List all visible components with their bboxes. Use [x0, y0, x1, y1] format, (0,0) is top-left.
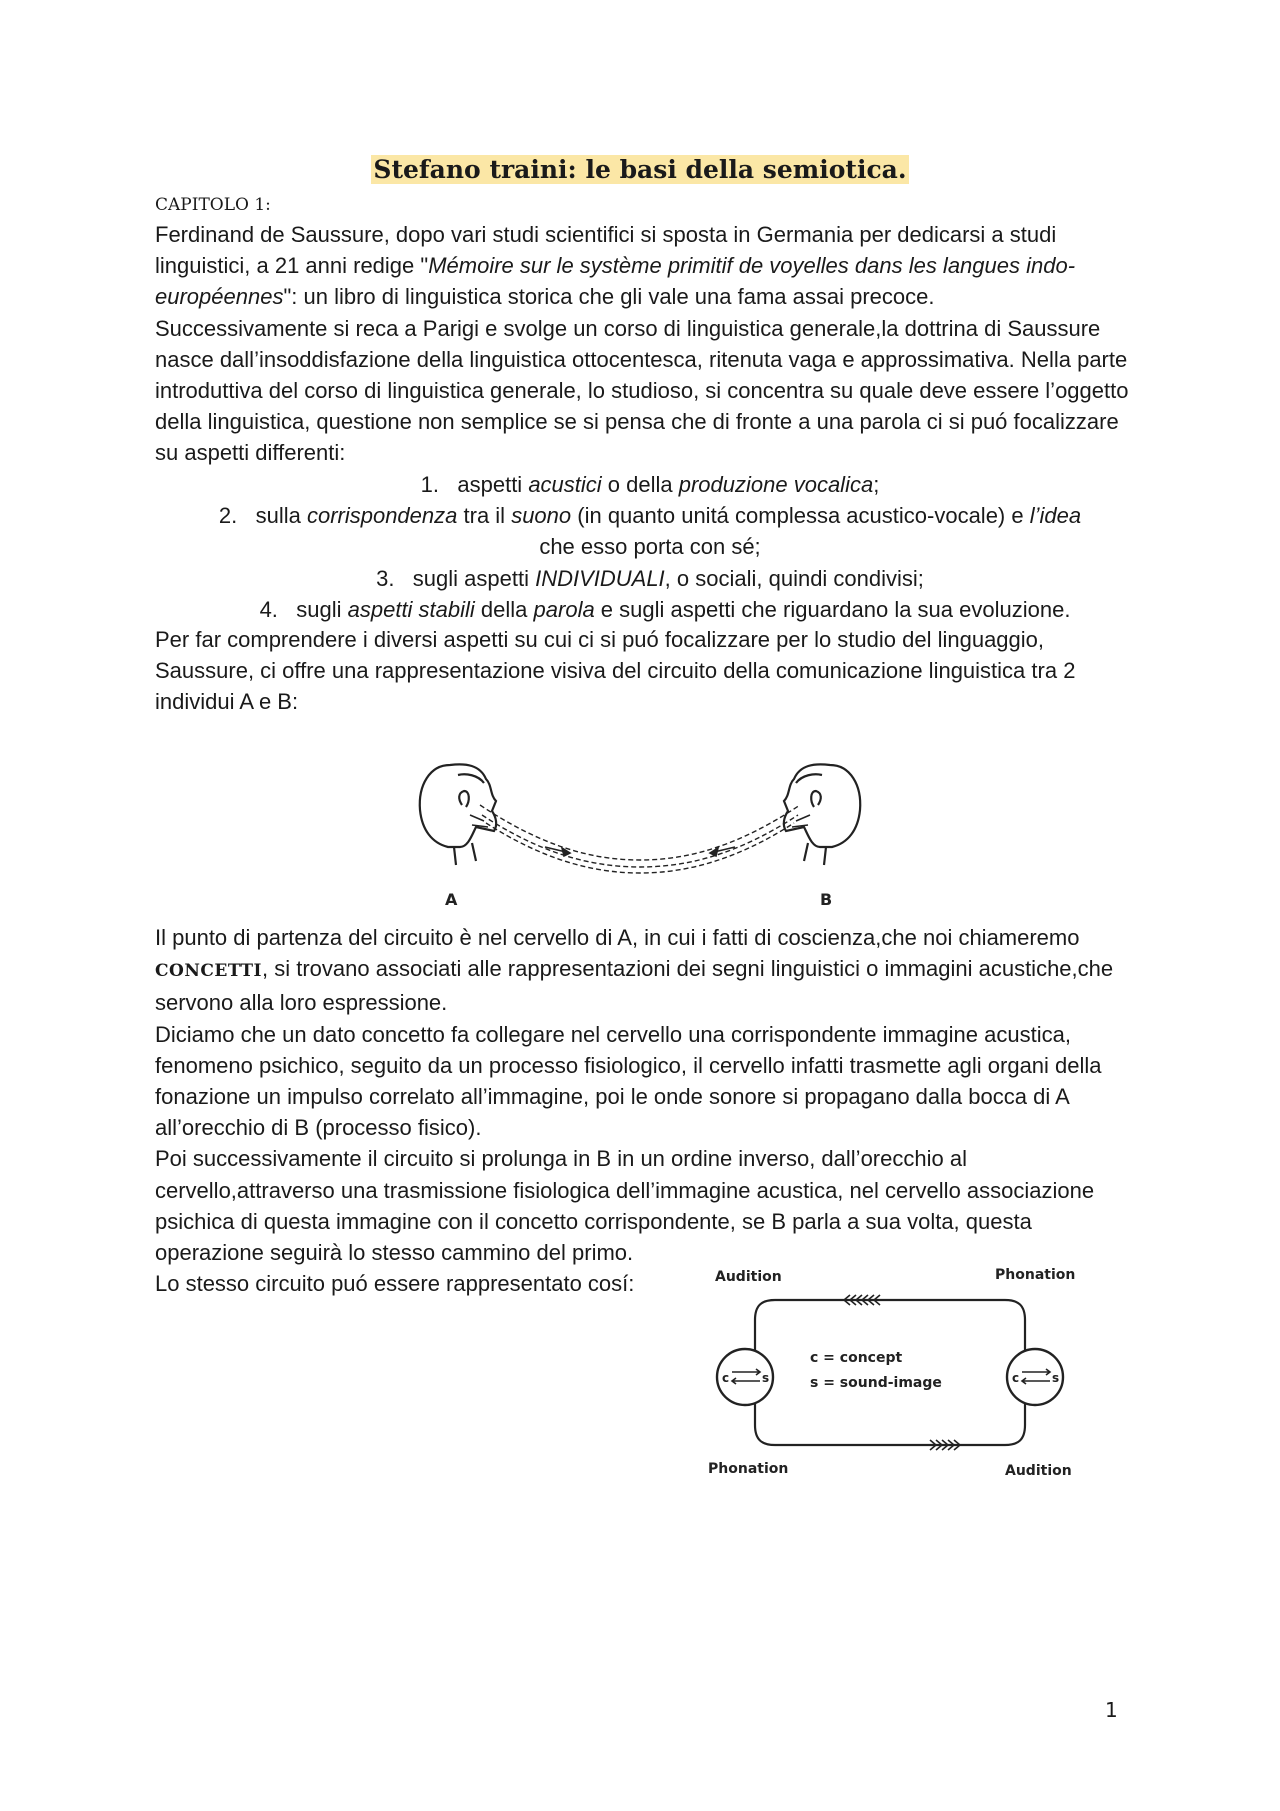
list-text: sulla: [255, 503, 307, 529]
book-title: Mémoire sur le système primitif de voyelles dans les langues indo-européennes: [155, 253, 1076, 310]
list-emphasis: corrispondenza: [306, 503, 458, 529]
circuit-loop: [755, 1300, 1025, 1445]
list-emphasis: parola: [533, 596, 595, 622]
list-emphasis: INDIVIDUALI: [535, 565, 665, 591]
list-text: , o sociali, quindi condivisi;: [664, 565, 924, 591]
list-item: [155, 594, 1145, 625]
arrow-icon: [545, 847, 735, 856]
page-number: 1: [1105, 1698, 1118, 1722]
list-item: [155, 500, 1145, 562]
list-text: sugli: [296, 596, 348, 622]
circuit-para-3: Poi successivamente il circuito si prolunga in B in un ordine inverso, dall’orecchio al cervello,attraverso una trasmissione fisiologica dell’immagine acustica, nel cervello associazione psichica di questa immagine con il concetto corrispondente, se B parla a sua volta, questa operazione seguirà lo stesso cammino del primo.: [155, 1146, 1095, 1266]
circuit-text-b: , si trovano associati alle rappresentazioni dei segni linguistici o immagini acustiche,che servono alla loro espressione.: [155, 956, 1114, 1016]
list-text: o della: [601, 472, 679, 497]
intro-sentence-1: [155, 219, 1145, 313]
head-a-icon: [420, 764, 496, 865]
label-a: A: [445, 890, 458, 909]
intro-sentence-2: Successivamente si reca a Parigi e svolge un corso di linguistica generale,la dottrina di Saussure nasce dall’insoddisfazione della linguistica ottocentesca, ritenuta vaga e approssimativa. Nella parte introduttiva del corso di linguistica generale, lo studioso, si concentra su quale deve essere l’oggetto della linguistica, questione non semplice se si pensa che di fronte a una parola ci si puó focalizzare su aspetti differenti:: [155, 315, 1129, 466]
chapter-heading: CAPITOLO 1:: [155, 195, 271, 215]
document-title: [0, 155, 1280, 184]
list-text: della: [474, 596, 534, 622]
s-label: s: [762, 1371, 770, 1385]
list-item: [155, 563, 1145, 594]
aspects-list: [155, 469, 1145, 625]
title-highlight: Stefano traini: le basi della semiotica.: [373, 155, 907, 184]
circuit-para-1: [155, 922, 1145, 1019]
label-top-left: Audition: [715, 1269, 782, 1285]
list-text: (in quanto unitá complessa acustico-vocale) e: [571, 503, 1030, 529]
list-item: [155, 469, 1145, 500]
legend-sound-image: s = sound-image: [810, 1375, 942, 1391]
circuit-para-2: Diciamo che un dato concetto fa collegare nel cervello una corrispondente immagine acustica, fenomeno psichico, seguito da un processo fisiologico, il cervello infatti trasmette agli organi della fonazione un impulso correlato all’immagine, poi le onde sonore si propagano dalla bocca di A all’orecchio di B (processo fisico).: [155, 1021, 1102, 1141]
circuit-explanation: [155, 922, 1145, 1299]
list-emphasis: l’idea: [1029, 503, 1082, 529]
speech-circuit-figure: [410, 735, 870, 915]
list-text: che esso porta con sé;: [539, 534, 761, 560]
intro-text-a: Ferdinand de Saussure, dopo vari studi scientifici si sposta in Germania per dedicarsi a studi linguistici, a 21 anni redige ": [155, 222, 1057, 279]
label-bottom-right: Audition: [1005, 1463, 1072, 1479]
list-number: 3.: [376, 565, 395, 591]
circuit-text-a: Il punto di partenza del circuito è nel cervello di A, in cui i fatti di coscienza,che noi chiameremo: [155, 925, 1080, 950]
intro-text-b: ": un libro di linguistica storica che gli vale una fama assai precoce.: [283, 284, 935, 310]
label-b: B: [820, 890, 833, 909]
list-text: ;: [873, 472, 880, 497]
list-number: 1.: [420, 472, 440, 497]
list-number: 4.: [259, 596, 278, 622]
brain-b-icon: [1007, 1349, 1063, 1405]
list-emphasis: acustici: [528, 472, 602, 497]
list-text: tra il: [457, 503, 512, 529]
brain-a-icon: [717, 1349, 773, 1405]
label-bottom-left: Phonation: [708, 1461, 789, 1477]
c-label: c: [722, 1371, 730, 1385]
chevron-arrows-icon: [844, 1295, 960, 1450]
legend-concept: c = concept: [810, 1350, 903, 1366]
circuit-para-4: Lo stesso circuito puó essere rappresentato cosí:: [155, 1271, 635, 1297]
c-label: c: [1012, 1371, 1020, 1385]
list-emphasis: suono: [511, 503, 572, 529]
label-top-right: Phonation: [995, 1267, 1076, 1283]
concetti-term: CONCETTI: [155, 961, 263, 982]
sound-wave-lines: [480, 805, 800, 873]
list-number: 2.: [218, 503, 238, 529]
s-label: s: [1052, 1371, 1060, 1385]
list-text: sugli aspetti: [412, 565, 536, 591]
list-emphasis: produzione vocalica: [678, 472, 874, 497]
head-b-icon: [784, 764, 860, 865]
intro-paragraph: [155, 219, 1145, 469]
list-emphasis: aspetti stabili: [347, 596, 475, 622]
list-text: e sugli aspetti che riguardano la sua evoluzione.: [594, 596, 1071, 622]
circuit-diagram-figure: [700, 1265, 1080, 1480]
circuit-intro-paragraph: Per far comprendere i diversi aspetti su cui ci si puó focalizzare per lo studio del linguaggio, Saussure, ci offre una rappresentazione visiva del circuito della comunicazione linguistica tra 2 individui A e B:: [155, 627, 1076, 715]
list-text: aspetti: [457, 472, 529, 497]
